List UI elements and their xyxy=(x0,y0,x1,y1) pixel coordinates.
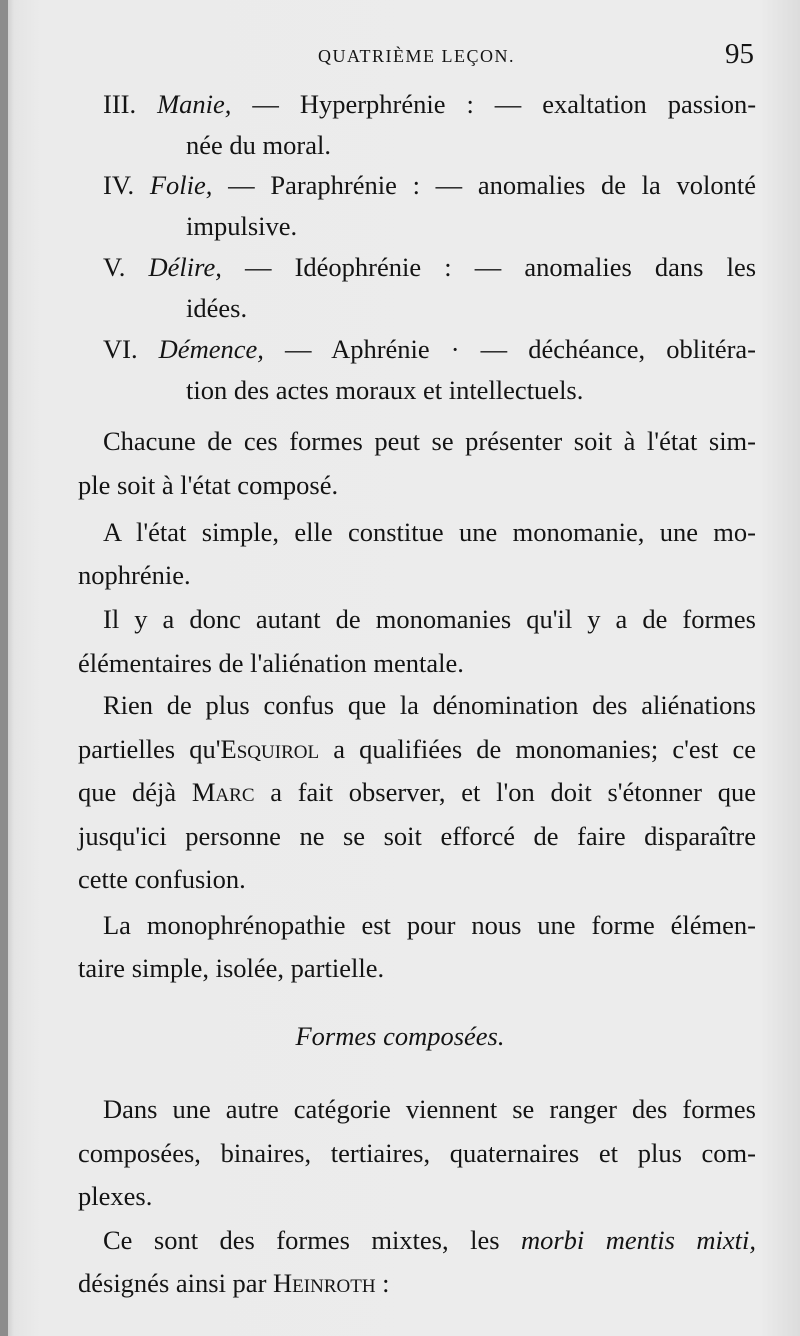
text-run: que déjà xyxy=(78,777,192,807)
paragraph-2-line-2: nophrénie. xyxy=(78,560,191,590)
paragraph-4-line-4: jusqu'ici personne ne se soit efforcé de faire disparaître xyxy=(78,821,756,851)
list-item-iv xyxy=(103,168,756,202)
list-item-vi-continuation: tion des actes moraux et intellectuels. xyxy=(186,375,584,405)
paragraph-5-line-1: La monophrénopathie est pour nous une forme élémen- xyxy=(103,910,756,940)
item-numeral: VI. xyxy=(103,334,138,364)
item-numeral: III. xyxy=(103,89,137,119)
running-head: QUATRIÈME LEÇON. xyxy=(318,46,515,66)
item-numeral: IV. xyxy=(103,170,135,200)
list-item-v xyxy=(103,250,756,284)
item-text: — Hyperphrénie : — exaltation passion- xyxy=(252,89,757,119)
item-text: — Aphrénie · — déchéance, oblitéra- xyxy=(284,334,757,364)
paragraph-4-line-2 xyxy=(78,732,756,766)
paragraph-6-line-2: composées, binaires, tertiaires, quaternaires et plus com- xyxy=(78,1138,756,1168)
list-item-iii xyxy=(103,87,756,121)
author-name-esquirol: Esquirol xyxy=(220,734,320,764)
paragraph-6-line-1: Dans une autre catégorie viennent se ranger des formes xyxy=(103,1094,756,1124)
item-numeral: V. xyxy=(103,252,126,282)
paragraph-1-line-2: ple soit à l'état composé. xyxy=(78,470,339,500)
item-term: Folie, xyxy=(149,170,213,200)
list-item-iii-continuation: née du moral. xyxy=(186,130,331,160)
list-item-iv-continuation: impulsive. xyxy=(186,211,298,241)
text-run: partielles qu' xyxy=(78,734,221,764)
paragraph-2-line-1: A l'état simple, elle constitue une monomanie, une mo- xyxy=(103,517,756,547)
text-run: a qualifiées de monomanies; c'est ce xyxy=(319,734,756,764)
paragraph-7-line-2 xyxy=(78,1266,390,1300)
author-name-marc: Marc xyxy=(191,777,255,807)
item-term: Manie, xyxy=(157,89,232,119)
list-item-v-continuation: idées. xyxy=(186,293,248,323)
item-term: Démence, xyxy=(158,334,264,364)
item-text: — Paraphrénie : — anomalies de la volonté xyxy=(228,170,756,200)
page-number: 95 xyxy=(725,38,754,70)
item-text: — Idéophrénie : — anomalies dans les xyxy=(244,252,757,282)
list-item-vi xyxy=(103,332,756,366)
paragraph-7-line-1 xyxy=(103,1223,756,1257)
text-run: : xyxy=(375,1268,390,1298)
paragraph-3-line-2: élémentaires de l'aliénation mentale. xyxy=(78,648,464,678)
author-name-heinroth: Heinroth xyxy=(273,1268,376,1298)
section-subheading: Formes composées. xyxy=(295,1021,505,1051)
paragraph-4-line-5: cette confusion. xyxy=(78,864,246,894)
paragraph-3-line-1: Il y a donc autant de monomanies qu'il y a de formes xyxy=(103,604,756,634)
text-run: a fait observer, et l'on doit s'étonner que xyxy=(254,777,756,807)
item-term: Délire, xyxy=(148,252,222,282)
paragraph-1-line-1: Chacune de ces formes peut se présenter soit à l'état sim- xyxy=(103,426,756,456)
text-run: désignés ainsi par xyxy=(78,1268,274,1298)
paragraph-4-line-3 xyxy=(78,775,756,809)
text-run: Ce sont des formes mixtes, les xyxy=(103,1225,521,1255)
paragraph-6-line-3: plexes. xyxy=(78,1181,153,1211)
latin-term: morbi mentis mixti, xyxy=(520,1225,756,1255)
paragraph-4-line-1: Rien de plus confus que la dénomination des aliénations xyxy=(103,690,756,720)
paragraph-5-line-2: taire simple, isolée, partielle. xyxy=(78,953,385,983)
